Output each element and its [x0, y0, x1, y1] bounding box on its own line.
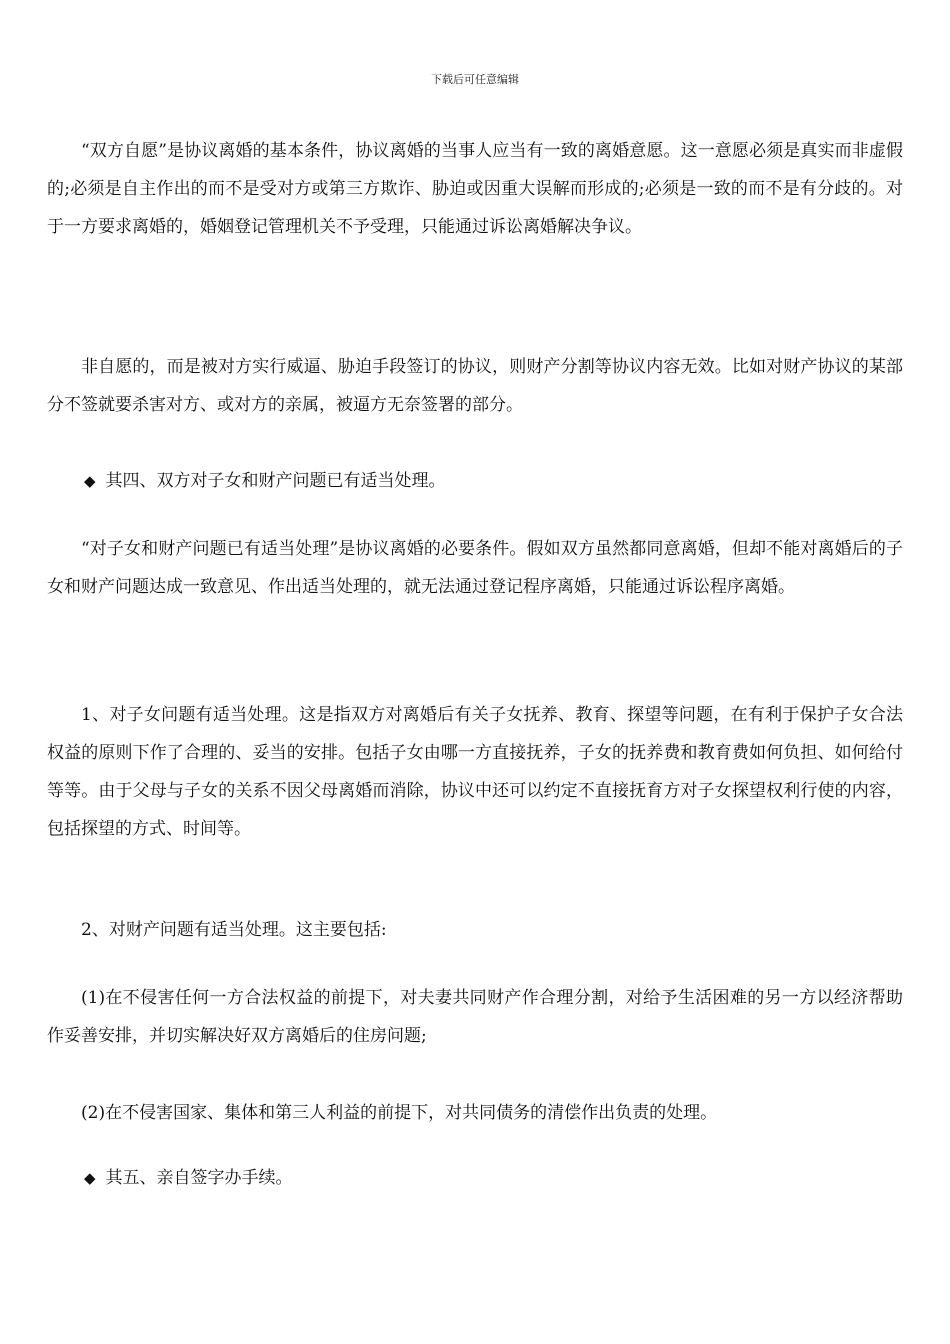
paragraph-mutual-consent: “双方自愿”是协议离婚的基本条件，协议离婚的当事人应当有一致的离婚意愿。这一意愿必须是真实而非虚假的;必须是自主作出的而不是受对方或第三方欺诈、胁迫或因重大误解而形成的;必须是一致的而不是有分歧的。对于一方要求离婚的，婚姻登记管理机关不予受理，只能通过诉讼离婚解决争议。 — [47, 141, 903, 237]
heading-fourth-condition-text: 其四、双方对子女和财产问题已有适当处理。 — [105, 471, 446, 491]
heading-fourth-condition — [84, 468, 446, 494]
paragraph-proper-handling: “对子女和财产问题已有适当处理”是协议离婚的必要条件。假如双方虽然都同意离婚，但却不能对离婚后的子女和财产问题达成一致意见、作出适当处理的，就无法通过登记程序离婚，只能通过诉讼程序离婚。 — [47, 539, 903, 597]
paragraph-children-issues: 1、对子女问题有适当处理。这是指双方对离婚后有关子女抚养、教育、探望等问题，在有利于保护子女合法权益的原则下作了合理的、妥当的安排。包括子女由哪一方直接抚养，子女的抚养费和教育费如何负担、如何给付等等。由于父母与子女的关系不因父母离婚而消除，协议中还可以约定不直接抚育方对子女探望权利行使的内容，包括探望的方式、时间等。 — [47, 705, 903, 839]
heading-fifth-condition-text: 其五、亲自签字办手续。 — [105, 1168, 293, 1188]
header-note: 下载后可任意编辑 — [431, 73, 519, 86]
diamond-bullet-icon: ◆ — [84, 1169, 96, 1187]
heading-fifth-condition — [84, 1165, 293, 1191]
paragraph-property-issues: 2、对财产问题有适当处理。这主要包括: — [81, 920, 387, 940]
paragraph-item-1: (1)在不侵害任何一方合法权益的前提下，对夫妻共同财产作合理分割，对给予生活困难的另一方以经济帮助作妥善安排，并切实解决好双方离婚后的住房问题; — [47, 988, 903, 1046]
diamond-bullet-icon: ◆ — [84, 472, 96, 490]
paragraph-item-2: (2)在不侵害国家、集体和第三人利益的前提下，对共同债务的清偿作出负责的处理。 — [81, 1103, 718, 1123]
paragraph-involuntary-agreement: 非自愿的，而是被对方实行威逼、胁迫手段签订的协议，则财产分割等协议内容无效。比如对财产协议的某部分不签就要杀害对方、或对方的亲属，被逼方无奈签署的部分。 — [47, 357, 903, 415]
